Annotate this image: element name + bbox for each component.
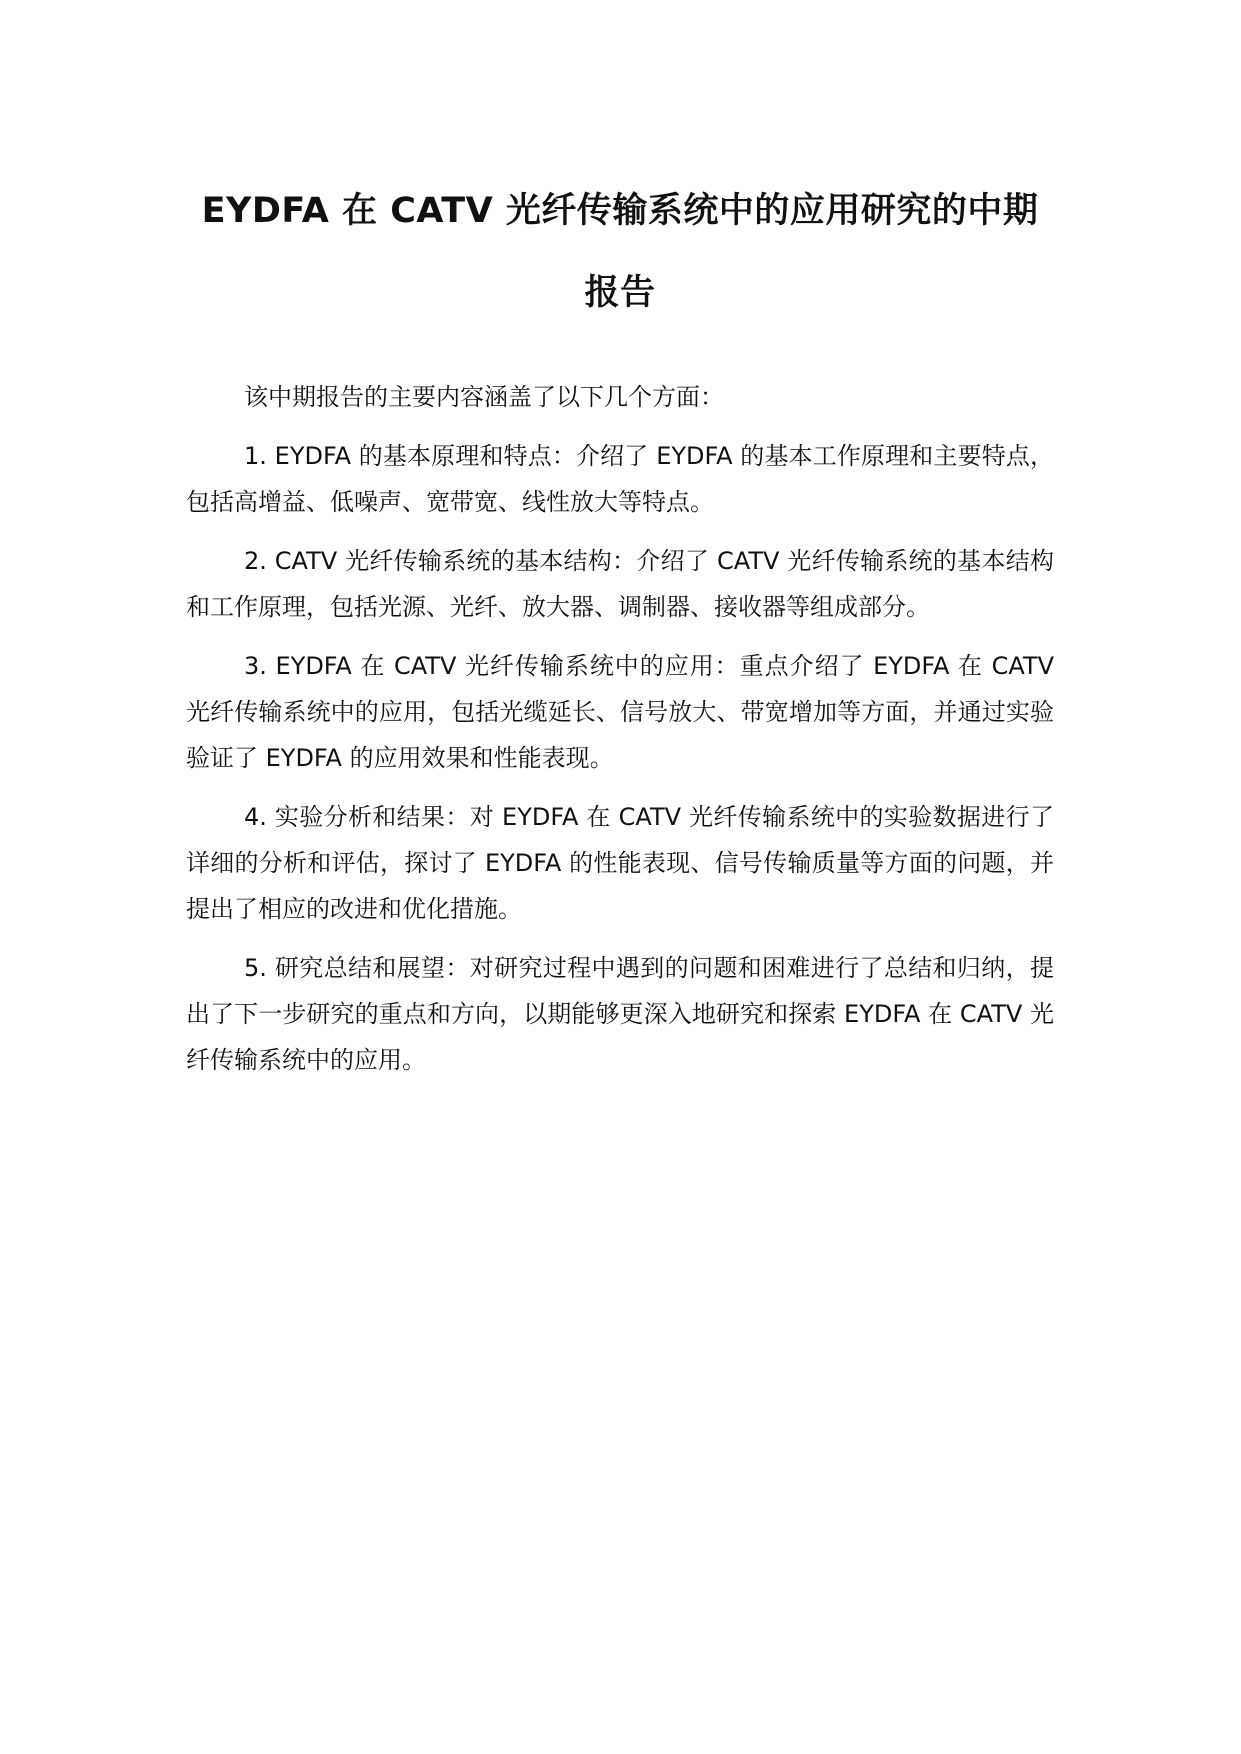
list-item-4: 4. 实验分析和结果：对 EYDFA 在 CATV 光纤传输系统中的实验数据进行了详细的分析和评估，探讨了 EYDFA 的性能表现、信号传输质量等方面的问题，并提出了相应的改进和优化措施。 [186,803,1054,923]
list-item-3: 3. EYDFA 在 CATV 光纤传输系统中的应用：重点介绍了 EYDFA 在 CATV 光纤传输系统中的应用，包括光缆延长、信号放大、带宽增加等方面，并通过实验验证了 EYDFA 的应用效果和性能表现。 [186,652,1054,772]
intro-paragraph: 该中期报告的主要内容涵盖了以下几个方面： [244,383,724,411]
document-title: EYDFA 在 CATV 光纤传输系统中的应用研究的中期报告 [201,191,1039,313]
document-body [186,374,1054,1096]
list-item-5: 5. 研究总结和展望：对研究过程中遇到的问题和困难进行了总结和归纳，提出了下一步研究的重点和方向，以期能够更深入地研究和探索 EYDFA 在 CATV 光纤传输系统中的应用。 [186,954,1054,1074]
list-item-1: 1. EYDFA 的基本原理和特点：介绍了 EYDFA 的基本工作原理和主要特点，包括高增益、低噪声、宽带宽、线性放大等特点。 [186,442,1054,516]
list-item-2: 2. CATV 光纤传输系统的基本结构：介绍了 CATV 光纤传输系统的基本结构和工作原理，包括光源、光纤、放大器、调制器、接收器等组成部分。 [186,547,1054,621]
